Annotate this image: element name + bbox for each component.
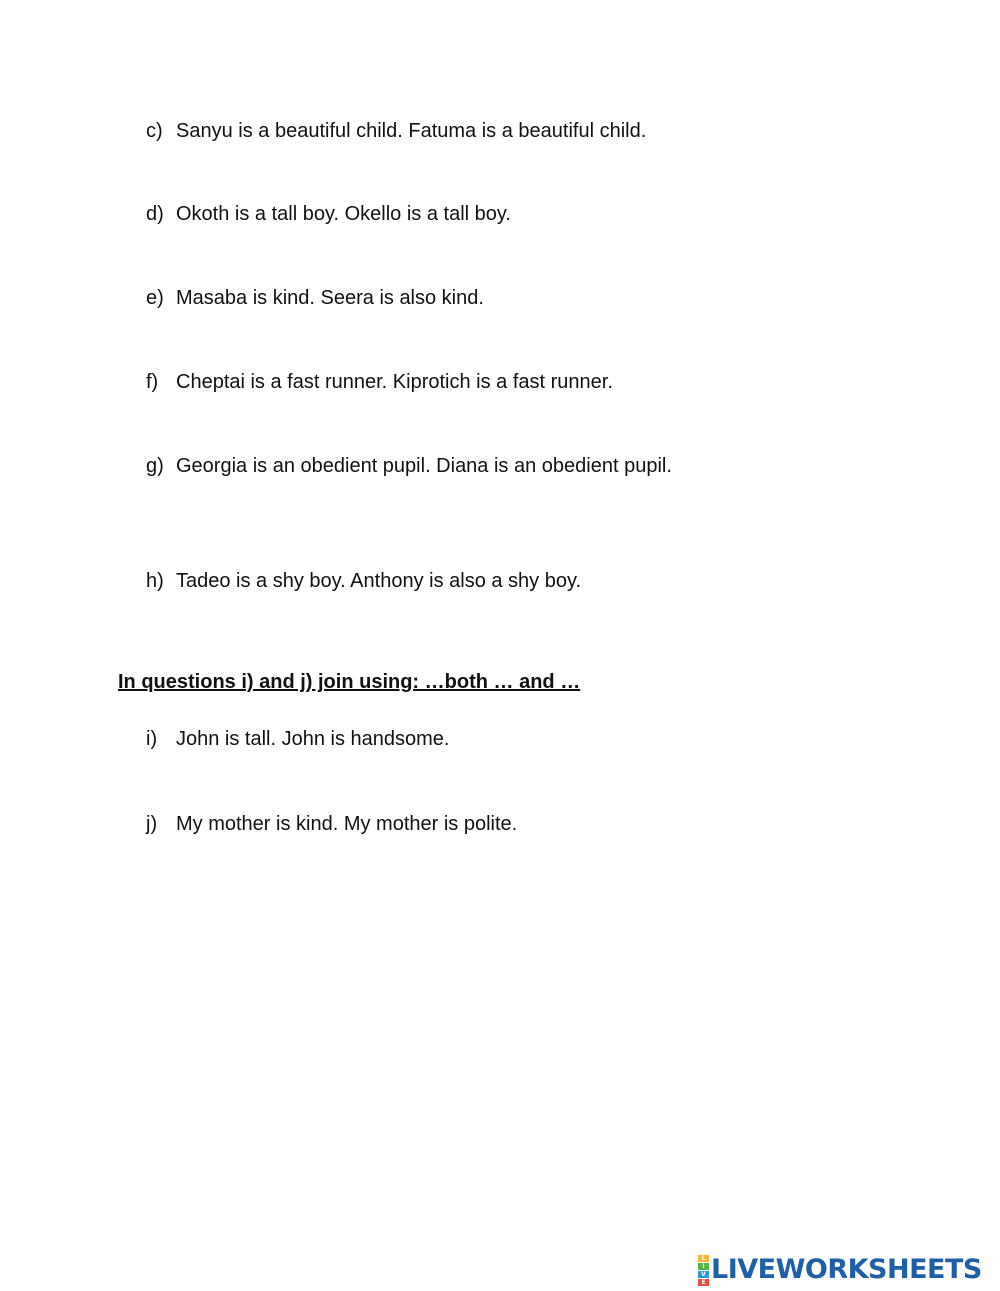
logo-text: LIVEWORKSHEETS <box>711 1254 982 1285</box>
question-letter: i) <box>146 728 158 750</box>
question-f <box>146 370 613 394</box>
question-i <box>146 727 450 751</box>
liveworksheets-logo <box>698 1254 982 1286</box>
question-text: Cheptai is a fast runner. Kiprotich is a fast runner. <box>176 371 613 393</box>
question-letter: e) <box>146 287 164 309</box>
question-letter: f) <box>146 371 159 393</box>
question-text: Okoth is a tall boy. Okello is a tall boy. <box>176 203 511 225</box>
question-e <box>146 286 484 310</box>
logo-square: V <box>698 1271 709 1278</box>
instruction-heading: In questions i) and j) join using: …both … and … <box>118 671 581 693</box>
question-c <box>146 119 646 143</box>
logo-squares-icon <box>698 1255 709 1286</box>
question-text: Georgia is an obedient pupil. Diana is an obedient pupil. <box>176 455 672 477</box>
logo-square: I <box>698 1263 709 1270</box>
question-j <box>146 812 517 836</box>
question-letter: c) <box>146 120 163 142</box>
question-letter: j) <box>146 813 158 835</box>
question-text: My mother is kind. My mother is polite. <box>176 813 518 835</box>
question-text: Sanyu is a beautiful child. Fatuma is a beautiful child. <box>176 120 647 142</box>
logo-square: L <box>698 1255 709 1262</box>
question-letter: g) <box>146 455 164 477</box>
question-text: Masaba is kind. Seera is also kind. <box>176 287 484 309</box>
question-letter: d) <box>146 203 164 225</box>
question-text: Tadeo is a shy boy. Anthony is also a shy boy. <box>176 570 582 592</box>
question-text: John is tall. John is handsome. <box>176 728 450 750</box>
question-g <box>146 454 672 478</box>
question-d <box>146 202 511 226</box>
question-letter: h) <box>146 570 164 592</box>
question-h <box>146 569 581 593</box>
logo-square: E <box>698 1279 709 1286</box>
